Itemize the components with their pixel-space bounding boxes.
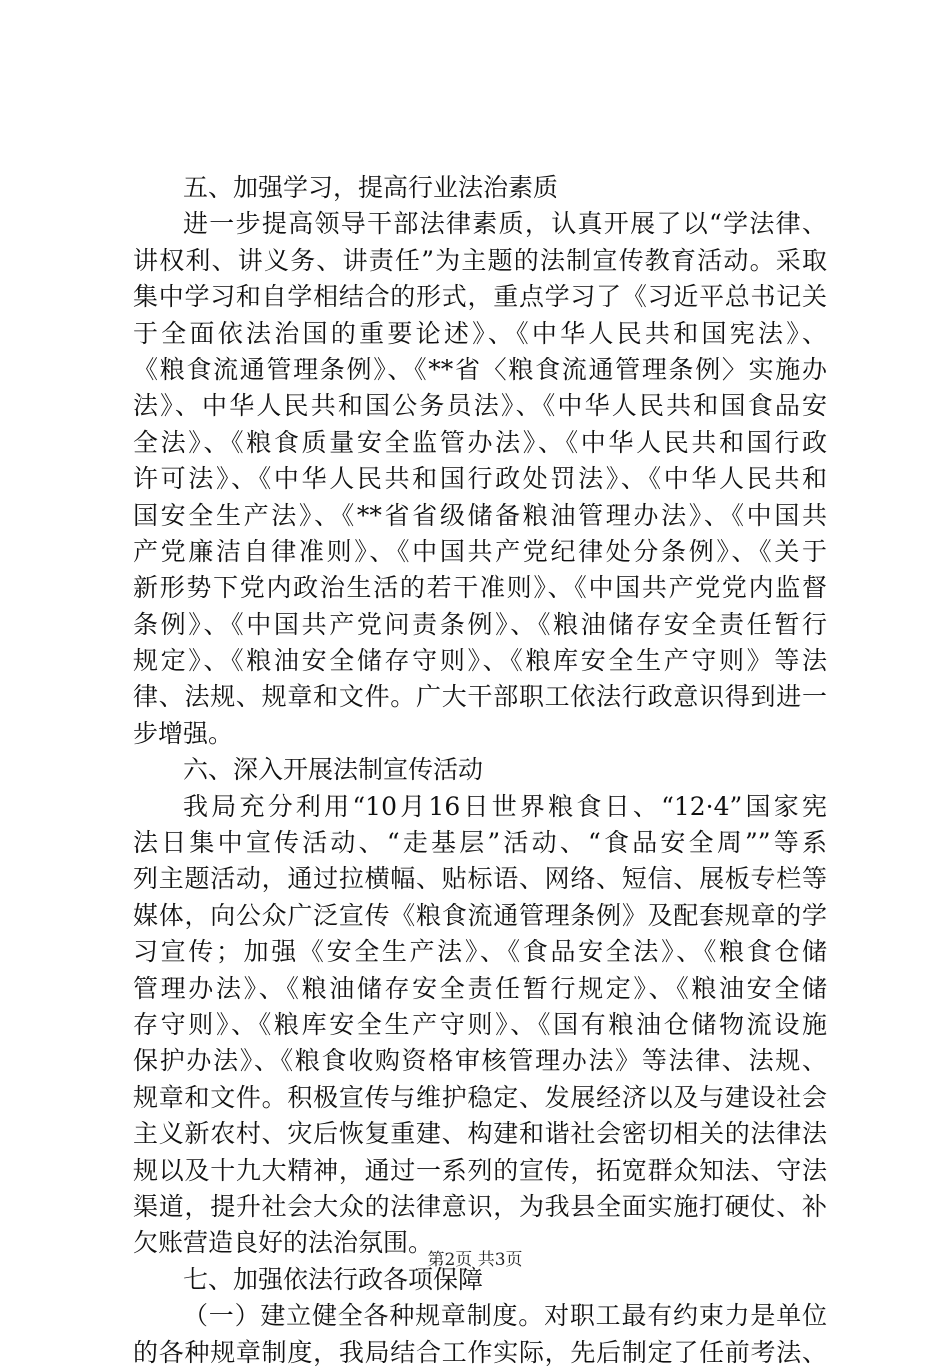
text-line: 保护办法》、《粮食收购资格审核管理办法》等法律、法规、 (133, 1046, 827, 1076)
text-line: 《粮食流通管理条例》、《**省〈粮食流通管理条例〉实施办 (133, 354, 827, 384)
text-line: 媒体，向公众广泛宣传《粮食流通管理条例》及配套规章的学 (133, 900, 827, 930)
text-line: 列主题活动，通过拉横幅、贴标语、网络、短信、展板专栏等 (133, 864, 827, 894)
text-line: 于全面依法治国的重要论述》、《中华人民共和国宪法》、 (133, 318, 827, 348)
text-line: 习宣传；加强《安全生产法》、《食品安全法》、《粮食仓储 (133, 937, 827, 967)
text-line: 规以及十九大精神，通过一系列的宣传，拓宽群众知法、守法 (133, 1155, 827, 1185)
text-line: 集中学习和自学相结合的形式，重点学习了《习近平总书记关 (133, 282, 827, 312)
text-line: 法》、中华人民共和国公务员法》、《中华人民共和国食品安 (133, 391, 827, 421)
text-line: 律、法规、规章和文件。广大干部职工依法行政意识得到进一 (133, 682, 827, 712)
text-line: 我局充分利用“10月16日世界粮食日、“12·4”国家宪 (183, 791, 827, 821)
text-line: 许可法》、《中华人民共和国行政处罚法》、《中华人民共和 (133, 464, 827, 494)
page-footer: 第2页 共3页 (427, 1250, 523, 1270)
text-line: 规章和文件。积极宣传与维护稳定、发展经济以及与建设社会 (133, 1082, 827, 1112)
text-line: 新形势下党内政治生活的若干准则》、《中国共产党党内监督 (133, 573, 827, 603)
text-line: 主义新农村、灾后恢复重建、构建和谐社会密切相关的法律法 (133, 1119, 827, 1149)
document-body (133, 170, 827, 1371)
text-line: 欠账营造良好的法治氛围。 (133, 1228, 434, 1258)
text-line: 规定》、《粮油安全储存守则》、《粮库安全生产守则》等法 (133, 646, 827, 676)
text-line: 管理办法》、《粮油储存安全责任暂行规定》、《粮油安全储 (133, 973, 827, 1003)
text-line: （一）建立健全各种规章制度。对职工最有约束力是单位 (183, 1301, 827, 1331)
text-line: 产党廉洁自律准则》、《中国共产党纪律处分条例》、《关于 (133, 536, 827, 566)
text-line: 存守则》、《粮库安全生产守则》、《国有粮油仓储物流设施 (133, 1009, 827, 1039)
text-line: 国安全生产法》、《**省省级储备粮油管理办法》、《中国共 (133, 500, 827, 530)
section-heading: 五、加强学习，提高行业法治素质 (183, 173, 559, 202)
text-line: 渠道，提升社会大众的法律意识，为我县全面实施打硬仗、补 (133, 1191, 827, 1221)
section-heading: 六、深入开展法制宣传活动 (183, 755, 484, 785)
text-line: 全法》、《粮食质量安全监管办法》、《中华人民共和国行政 (133, 427, 827, 457)
text-line: 进一步提高领导干部法律素质，认真开展了以“学法律、 (183, 209, 827, 239)
text-line: 的各种规章制度，我局结合工作实际，先后制定了任前考法、 (133, 1337, 827, 1367)
text-line: 步增强。 (133, 718, 234, 748)
text-line: 条例》、《中国共产党问责条例》、《粮油储存安全责任暂行 (133, 609, 827, 639)
text-line: 法日集中宣传活动、“走基层”活动、“食品安全周””等系 (133, 828, 827, 858)
text-line: 讲权利、讲义务、讲责任”为主题的法制宣传教育活动。采取 (133, 245, 827, 275)
section-heading: 七、加强依法行政各项保障 (183, 1264, 484, 1294)
